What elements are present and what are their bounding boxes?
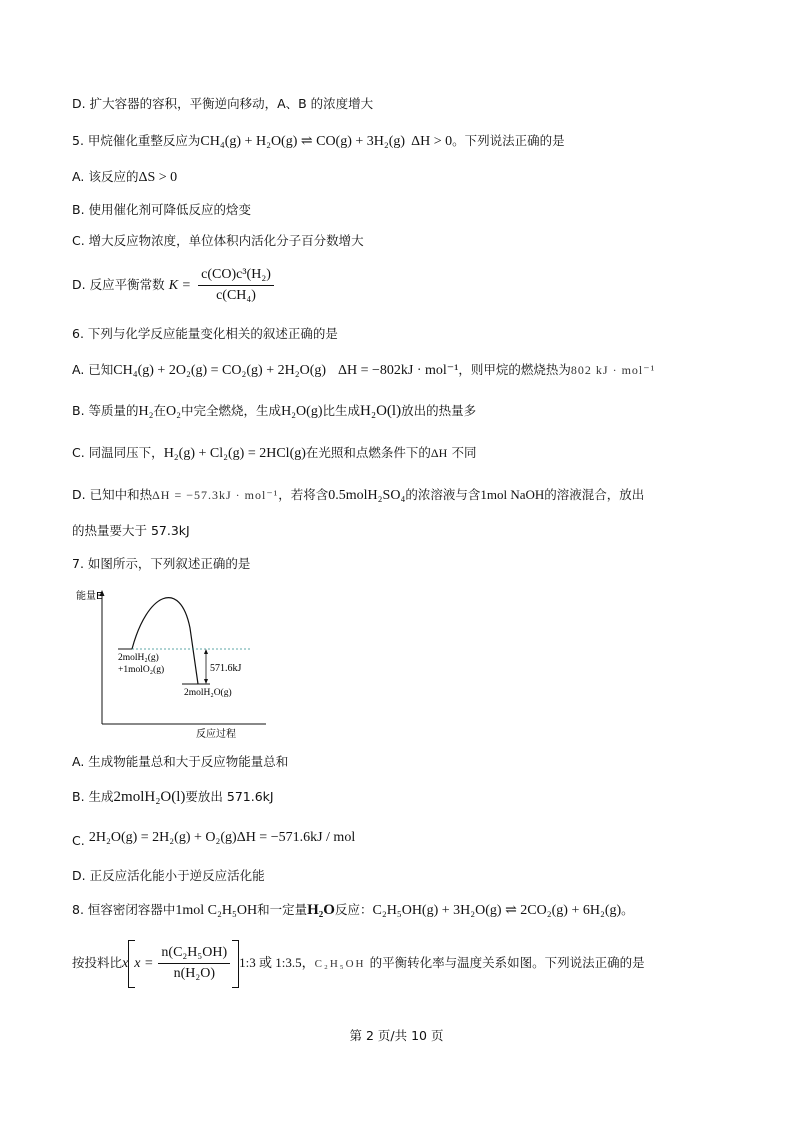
q6-c-eq: H₂(g) + Cl₂(g) = 2HCl(g) xyxy=(163,446,306,461)
q8-stem xyxy=(72,900,634,921)
q5-option-d xyxy=(72,262,277,309)
q6-b-mid2: 比生成 xyxy=(322,403,361,418)
q6-d-post: 的溶液混合，放出 xyxy=(544,487,645,502)
q5-stem-post: 。下列说法正确的是 xyxy=(452,133,565,148)
q6-b-in: 在 xyxy=(153,403,167,418)
q8-ethanol-amount: 1mol C₂H₅OH xyxy=(175,903,258,918)
q5-a-math: ΔS > 0 xyxy=(138,170,178,185)
q6-d-pre: D. 已知中和热 xyxy=(72,487,153,502)
q5-d-fraction xyxy=(198,266,274,305)
q5-d-numerator: c(CO)c³(H₂) xyxy=(198,266,274,286)
reactant-label-1: 2molH₂(g) xyxy=(118,653,159,663)
q8-stem-pre: 8. 恒容密闭容器中 xyxy=(72,902,176,917)
q8-stem-mid2: 反应： xyxy=(334,902,373,917)
q8-stem-end: 。 xyxy=(621,902,634,917)
q8-water: H₂O xyxy=(307,902,335,918)
delta-label: 571.6kJ xyxy=(210,663,242,674)
q8-l2-xeq: x = xyxy=(134,955,154,971)
q5-option-a xyxy=(72,167,177,188)
q7-c-label: C. xyxy=(72,833,85,848)
q7-b-pre: B. 生成 xyxy=(72,789,114,804)
q8-l2-ratio: 1:3 或 1:3.5， xyxy=(239,955,315,970)
q5-equation: CH₄(g) + H₂O(g) ⇌ CO(g) + 3H₂(g) xyxy=(200,134,406,149)
q5-d-label: D. 反应平衡常数 xyxy=(72,277,165,292)
q6-b-mid: 中完全燃烧，生成 xyxy=(181,403,282,418)
q6-d-base: 1mol NaOH xyxy=(480,487,545,502)
q6-d-dh: ΔH = −57.3kJ · mol⁻¹ xyxy=(152,488,279,502)
q6-stem: 6. 下列与化学反应能量变化相关的叙述正确的是 xyxy=(72,326,338,341)
q6-a-pre: A. 已知 xyxy=(72,362,114,377)
q7-option-c xyxy=(72,827,355,848)
q6-b-pre: B. 等质量的 xyxy=(72,403,139,418)
q8-ratio-denominator: n(H₂O) xyxy=(173,966,215,981)
q5-a-label: A. xyxy=(72,169,85,184)
q6-c-dh: ΔH xyxy=(430,446,448,460)
q7-option-b xyxy=(72,787,274,808)
delta-arrow-down xyxy=(204,679,208,684)
delta-arrow-up xyxy=(204,649,208,654)
q6-a-dh: ΔH = −802kJ · mol⁻¹ xyxy=(338,363,459,378)
q7-option-a: A. 生成物能量总和大于反应物能量总和 xyxy=(72,754,289,769)
q5-dh: ΔH > 0 xyxy=(411,134,453,149)
q5-option-c: C. 增大反应物浓度，单位体积内活化分子百分数增大 xyxy=(72,233,364,248)
q6-option-c xyxy=(72,443,476,464)
q8-ratio-fraction xyxy=(158,944,230,983)
q4-option-d: D. 扩大容器的容积，平衡逆向移动，A、B 的浓度增大 xyxy=(72,96,374,111)
q5-d-k: K = xyxy=(168,278,192,293)
reactant-label-2: +1molO₂(g) xyxy=(118,665,165,675)
q6-c-mid: 在光照和点燃条件下的 xyxy=(305,445,431,460)
q8-line2 xyxy=(72,938,645,989)
q6-option-a xyxy=(72,360,655,381)
q6-option-d xyxy=(72,485,644,506)
q7-stem: 7. 如图所示，下列叙述正确的是 xyxy=(72,556,251,571)
energy-diagram xyxy=(72,588,272,740)
product-label: 2molH₂O(g) xyxy=(184,688,232,698)
q6-option-d-line2: 的热量要大于 57.3kJ xyxy=(72,523,190,538)
y-axis-label: 能量E xyxy=(76,591,103,602)
q6-d-mid2: 的浓溶液与含 xyxy=(405,487,481,502)
q8-l2-ethanol: C₂H₅OH xyxy=(314,958,366,970)
q5-stem-pre: 5. 甲烷催化重整反应为 xyxy=(72,133,201,148)
q6-b-o2: O₂ xyxy=(166,404,182,419)
q6-c-post: 不同 xyxy=(451,445,477,460)
q6-d-acid: 0.5molH₂SO₄ xyxy=(328,488,406,503)
q8-ratio-numerator: n(C₂H₅OH) xyxy=(158,944,230,964)
page-footer: 第 2 页/共 10 页 xyxy=(349,1028,444,1043)
q6-c-pre: C. 同温同压下， xyxy=(72,445,164,460)
q7-b-math: 2molH₂O(l) xyxy=(113,789,186,805)
q6-b-post: 放出的热量多 xyxy=(401,403,477,418)
q5-option-b: B. 使用催化剂可降低反应的焓变 xyxy=(72,202,252,217)
q6-b-gas: H₂O(g) xyxy=(281,404,323,419)
q6-a-mid: ，则甲烷的燃烧热为 xyxy=(458,362,571,377)
q8-l2-post: 的平衡转化率与温度关系如图。下列说法正确的是 xyxy=(369,955,645,970)
x-axis-label: 反应过程 xyxy=(196,729,236,740)
q8-equation: C₂H₅OH(g) + 3H₂O(g) ⇌ 2CO₂(g) + 6H₂(g) xyxy=(372,903,622,918)
q6-option-b xyxy=(72,401,476,422)
q8-ratio-bracket xyxy=(128,940,239,988)
q6-b-h2: H₂ xyxy=(138,404,154,419)
q8-l2-x: x xyxy=(122,956,129,971)
q7-b-post: 要放出 571.6kJ xyxy=(185,789,274,804)
q8-stem-mid: 和一定量 xyxy=(257,902,308,917)
q7-c-eq: 2H₂O(g) = 2H₂(g) + O₂(g)ΔH = −571.6kJ / mol xyxy=(88,830,356,845)
q5-a-text: 该反应的 xyxy=(88,169,139,184)
q5-stem xyxy=(72,131,565,152)
q5-d-denominator: c(CH₄) xyxy=(216,288,256,303)
q6-a-eq: CH₄(g) + 2O₂(g) = CO₂(g) + 2H₂O(g) xyxy=(113,363,327,378)
q6-a-val: 802 kJ · mol⁻¹ xyxy=(570,363,656,377)
q6-d-mid: ，若将含 xyxy=(278,487,329,502)
q6-b-liquid: H₂O(l) xyxy=(360,403,402,419)
q7-option-d: D. 正反应活化能小于逆反应活化能 xyxy=(72,868,265,883)
q8-l2-pre: 按投料比 xyxy=(72,955,123,970)
